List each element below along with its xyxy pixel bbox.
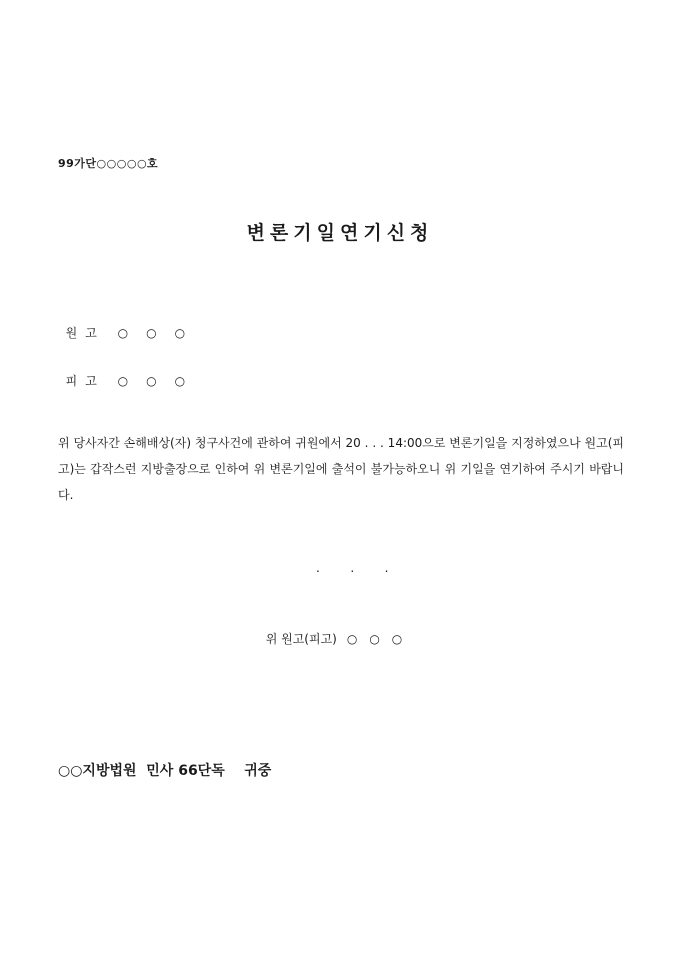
document-title: 변론기일연기신청 xyxy=(246,222,434,244)
case-number: 99가단○○○○○호 xyxy=(58,157,159,170)
signer-label: 위 원고(피고) xyxy=(265,632,337,646)
request-body: 위 당사자간 손해배상(자) 청구사건에 관하여 귀원에서 20 . . . 14:00으로 변론기일을 지정하였으나 원고(피고)는 갑작스런 지방출장으로 인하여 위 변론기일에 출석이 불가능하오니 위 기일을 연기하여 주시기 바랍니다. xyxy=(58,436,624,502)
signer-name: ○○○ xyxy=(346,632,415,646)
defendant-label: 피고 xyxy=(65,374,105,388)
date-line: . . . xyxy=(316,561,389,575)
defendant-name: ○○○ xyxy=(117,374,204,388)
defendant-line xyxy=(58,358,203,389)
plaintiff-name: ○○○ xyxy=(117,326,204,340)
plaintiff-label: 원고 xyxy=(65,326,105,340)
plaintiff-line xyxy=(58,310,203,341)
signer-line xyxy=(0,630,680,647)
court-addressee: ○○지방법원 민사 66단독 귀중 xyxy=(58,763,272,779)
